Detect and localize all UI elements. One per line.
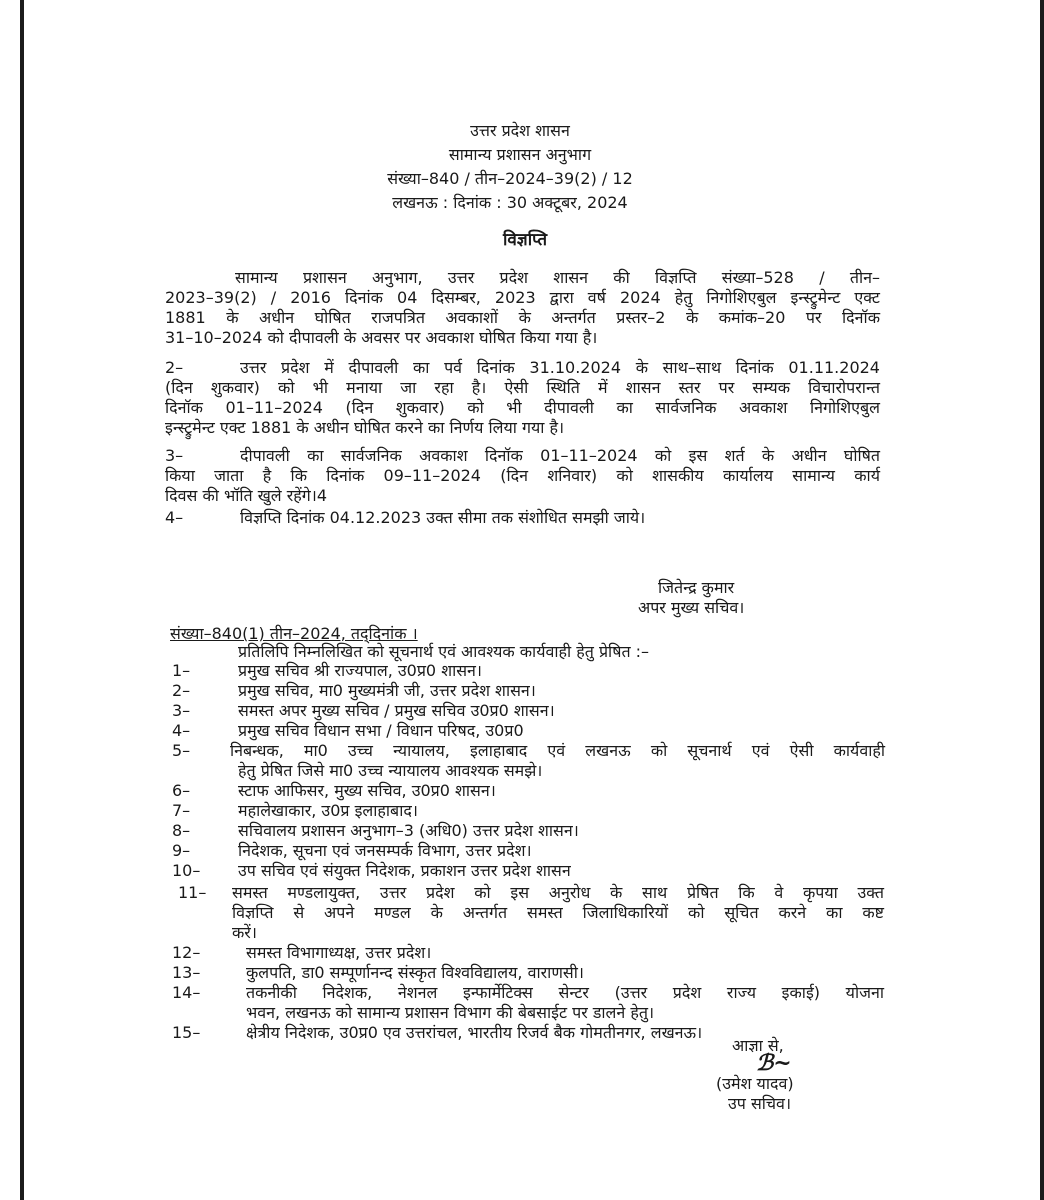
copy-reference: संख्या–840(1) तीन–2024, तद्‌दिनांक ।: [170, 624, 418, 643]
copy-number: 12–: [172, 943, 201, 962]
copy-recipient: कुलपति, डा0 सम्पूर्णानन्द संस्कृत विश्वविद्यालय, वाराणसी।: [246, 963, 584, 982]
copy-intro: प्रतिलिपि निम्नलिखित को सूचनार्थ एवं आवश्यक कार्यवाही हेतु प्रेषित :–: [238, 642, 650, 661]
handwritten-signature: ℬ~: [756, 1050, 792, 1076]
by-order-text: आज्ञा से,: [732, 1036, 784, 1055]
header-department: सामान्य प्रशासन अनुभाग: [448, 145, 592, 164]
deputy-secretary-name: (उमेश यादव): [716, 1074, 794, 1093]
copy-recipient: समस्त विभागाध्यक्ष, उत्तर प्रदेश।: [246, 943, 432, 962]
deputy-secretary-designation: उप सचिव।: [728, 1094, 792, 1113]
para1-line4: 31–10–2024 को दीपावली के अवसर पर अवकाश घोषित किया गया है।: [165, 328, 598, 347]
para2-line4: इन्स्ट्रुमेन्ट एक्ट 1881 के अधीन घोषित करने का निर्णय लिया गया है।: [165, 418, 565, 437]
signatory-designation: अपर मुख्य सचिव।: [638, 598, 745, 617]
copy-number: 2–: [172, 681, 191, 700]
para1-line1: सामान्य प्रशासन अनुभाग, उत्तर प्रदेश शासन की विज्ञप्ति संख्या–528 / तीन–: [235, 268, 880, 287]
copy-recipient: सचिवालय प्रशासन अनुभाग–3 (अधि0) उत्तर प्रदेश शासन।: [238, 821, 579, 840]
para3-number: 3–: [165, 446, 184, 465]
copy-recipient: समस्त अपर मुख्य सचिव / प्रमुख सचिव उ0प्र0 शासन।: [238, 701, 555, 720]
copy-number: 13–: [172, 963, 201, 982]
copy-recipient: निदेशक, सूचना एवं जनसम्पर्क विभाग, उत्तर प्रदेश।: [238, 841, 532, 860]
copy-number: 6–: [172, 781, 191, 800]
copy-number: 3–: [172, 701, 191, 720]
copy-recipient-continued: हेतु प्रेषित जिसे मा0 उच्च न्यायालय आवश्यक समझे।: [238, 761, 543, 780]
copy-number: 8–: [172, 821, 191, 840]
para3-line2: किया जाता है कि दिनांक 09–11–2024 (दिन शनिवार) को शासकीय कार्यालय सामान्य कार्य: [165, 466, 880, 485]
copy-number: 7–: [172, 801, 191, 820]
para3-line1: दीपावली का सार्वजनिक अवकाश दिनॉक 01–11–2024 को इस शर्त के अधीन घोषित: [240, 446, 880, 465]
para4-number: 4–: [165, 508, 184, 527]
copy-number: 10–: [172, 861, 201, 880]
para2-line1: उत्तर प्रदेश में दीपावली का पर्व दिनांक 31.10.2024 के साथ–साथ दिनांक 01.11.2024: [240, 358, 880, 377]
copy-recipient-continued: विज्ञप्ति से अपने मण्डल के अन्तर्गत समस्त जिलाधिकारियों को सूचित करने का कष्ट: [232, 903, 884, 922]
copy-recipient: क्षेत्रीय निदेशक, उ0प्र0 एव उत्तरांचल, भारतीय रिजर्व बैक गोमतीनगर, लखनऊ।: [246, 1023, 703, 1042]
copy-number: 15–: [172, 1023, 201, 1042]
para2-line3: दिनॉक 01–11–2024 (दिन शुकवार) को भी दीपावली का सार्वजनिक अवकाश निगोशिएबुल: [165, 398, 880, 417]
copy-number: 11–: [178, 883, 207, 902]
para2-number: 2–: [165, 358, 184, 377]
copy-number: 9–: [172, 841, 191, 860]
header-government: उत्तर प्रदेश शासन: [470, 121, 570, 140]
notification-title: विज्ञप्ति: [502, 230, 548, 250]
copy-recipient: समस्त मण्डलायुक्त, उत्तर प्रदेश को इस अनुरोध के साथ प्रेषित कि वे कृपया उक्त: [232, 883, 884, 902]
copy-recipient: तकनीकी निदेशक, नेशनल इन्फार्मेटिक्स सेन्टर (उत्तर प्रदेश राज्य इकाई) योजना: [246, 983, 884, 1002]
copy-recipient: प्रमुख सचिव विधान सभा / विधान परिषद, उ0प्र0: [238, 721, 524, 740]
copy-recipient-continued: भवन, लखनऊ को सामान्य प्रशासन विभाग की बेबसाईट पर डालने हेतु।: [246, 1003, 655, 1022]
copy-recipient: प्रमुख सचिव, मा0 मुख्यमंत्री जी, उत्तर प्रदेश शासन।: [238, 681, 536, 700]
para1-line2: 2023–39(2) / 2016 दिनांक 04 दिसम्बर, 2023 द्वारा वर्ष 2024 हेतु निगोशिएबुल इन्स्ट्रुमेन्ट एक्ट: [165, 288, 880, 307]
signatory-name: जितेन्द्र कुमार: [658, 578, 735, 597]
copy-recipient: उप सचिव एवं संयुक्त निदेशक, प्रकाशन उत्तर प्रदेश शासन: [238, 861, 571, 880]
copy-recipient: महालेखाकार, उ0प्र इलाहाबाद।: [238, 801, 418, 820]
copy-recipient-continued: करें।: [232, 923, 257, 942]
para4-text: विज्ञप्ति दिनांक 04.12.2023 उक्त सीमा तक संशोधित समझी जाये।: [240, 508, 646, 527]
copy-number: 1–: [172, 661, 191, 680]
copy-recipient: निबन्धक, मा0 उच्च न्यायालय, इलाहाबाद एवं लखनऊ को सूचनार्थ एवं ऐसी कार्यवाही: [230, 741, 885, 760]
para3-line3: दिवस की भॉति खुले रहेंगे।4: [165, 486, 328, 505]
para1-line3: 1881 के अधीन घोषित राजपत्रित अवकाशों के अन्तर्गत प्रस्तर–2 के कमांक–20 पर दिनॉक: [165, 308, 880, 327]
copy-recipient: प्रमुख सचिव श्री राज्यपाल, उ0प्र0 शासन।: [238, 661, 482, 680]
header-date: लखनऊ : दिनांक : 30 अक्टूबर, 2024: [392, 193, 628, 212]
copy-number: 4–: [172, 721, 191, 740]
copy-number: 5–: [172, 741, 191, 760]
copy-number: 14–: [172, 983, 201, 1002]
para2-line2: (दिन शुकवार) को भी मनाया जा रहा है। ऐसी स्थिति में शासन स्तर पर सम्यक विचारोपरान्त: [165, 378, 880, 397]
header-reference-number: संख्या–840 / तीन–2024–39(2) / 12: [387, 169, 633, 188]
copy-recipient: स्टाफ आफिसर, मुख्य सचिव, उ0प्र0 शासन।: [238, 781, 496, 800]
